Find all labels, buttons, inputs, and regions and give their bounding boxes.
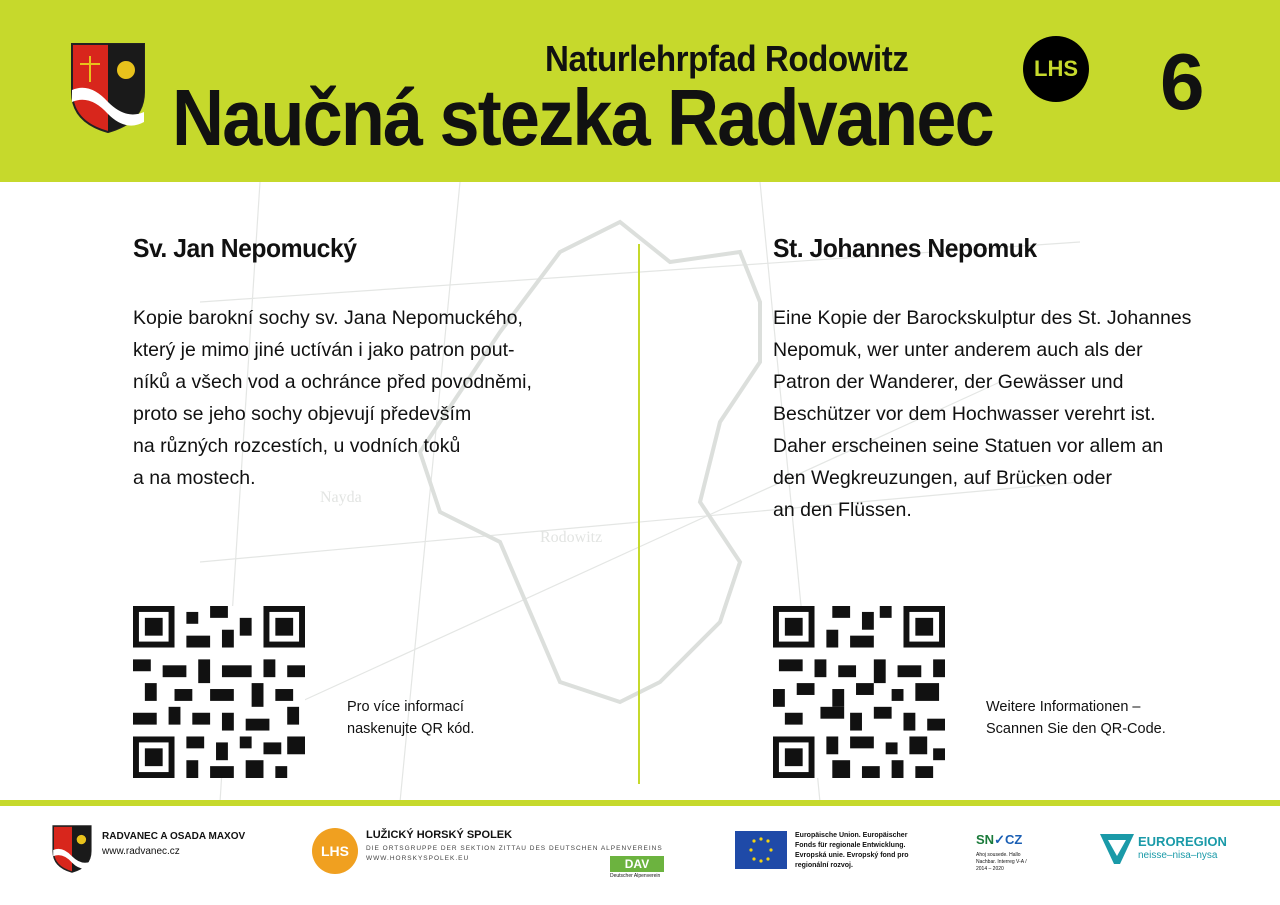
euroregion-sub: neisse–nisa–nysa	[1138, 850, 1218, 861]
body-czech: Kopie barokní sochy sv. Jana Nepomuckého, který je mimo jiné uctíván i jako patron pout- níků a všech vod a ochránce před povodněmi, proto se jeho sochy objevují především na různých rozcestích, u vodních toků a na mostech.	[133, 307, 532, 489]
title-german: Naturlehrpfad Rodowitz	[545, 38, 909, 79]
footer-municipality-name: RADVANEC A OSADA MAXOV	[102, 831, 246, 842]
stop-number: 6	[1160, 37, 1205, 126]
footer-divider	[0, 800, 1280, 806]
footer-lhs-name: LUŽICKÝ HORSKÝ SPOLEK	[366, 829, 513, 841]
lhs-badge-icon: LHS	[1023, 36, 1089, 102]
eu-flag-icon	[735, 831, 787, 869]
municipal-crest-icon	[52, 825, 92, 873]
footer-municipality-url[interactable]: www.radvanec.cz	[102, 846, 180, 857]
svg-text:Rodowitz: Rodowitz	[540, 529, 603, 546]
euroregion-logo-icon	[1100, 834, 1134, 864]
qr-caption-czech: Pro více informací naskenujte QR kód.	[347, 699, 475, 737]
sncz-logo	[976, 832, 1022, 848]
lhs-logo-icon: LHS	[312, 828, 358, 874]
footer-lhs-url[interactable]: WWW.HORSKYSPOLEK.EU	[366, 855, 470, 862]
heading-german: St. Johannes Nepomuk	[773, 233, 1037, 263]
qr-code-icon[interactable]	[133, 606, 305, 778]
euroregion-name: EUROREGION	[1138, 834, 1227, 849]
sncz-logo-cz: CZ	[1004, 832, 1023, 847]
column-divider	[638, 244, 640, 784]
dav-logo: DAV	[610, 856, 664, 872]
municipal-crest-icon	[70, 42, 146, 134]
qr-caption-german: Weitere Informationen – Scannen Sie den QR-Code.	[986, 699, 1166, 737]
sncz-logo-check-icon: ✓	[994, 832, 1005, 847]
footer-lhs-sub: DIE ORTSGRUPPE DER SEKTION ZITTAU DES DEUTSCHEN ALPENVEREINS	[366, 845, 663, 852]
body-german: Eine Kopie der Barockskulptur des St. Johannes Nepomuk, wer unter anderem auch als der Patron der Wanderer, der Gewässer und Beschützer vor dem Hochwasser verehrt ist. Daher erscheinen seine Statuen vor allem an den Wegkreuzungen, auf Brücken oder an den Flüssen.	[773, 307, 1192, 521]
sncz-logo-sn: SN	[976, 832, 995, 847]
heading-czech: Sv. Jan Nepomucký	[133, 233, 357, 263]
qr-code-icon[interactable]	[773, 606, 945, 778]
dav-sub: Deutscher Alpenverein	[610, 873, 661, 879]
svg-text:Nayda: Nayda	[320, 489, 362, 506]
sncz-sub: Ahoj sousede. Hallo Nachbar. Interreg V-A / 2014 – 2020	[976, 852, 1027, 872]
eu-fund-text: Europäische Union. Europäischer Fonds für regionale Entwicklung. Evropská unie. Evropský fond pro regionální rozvoj.	[795, 832, 909, 869]
title-czech: Naučná stezka Radvanec	[172, 73, 993, 162]
